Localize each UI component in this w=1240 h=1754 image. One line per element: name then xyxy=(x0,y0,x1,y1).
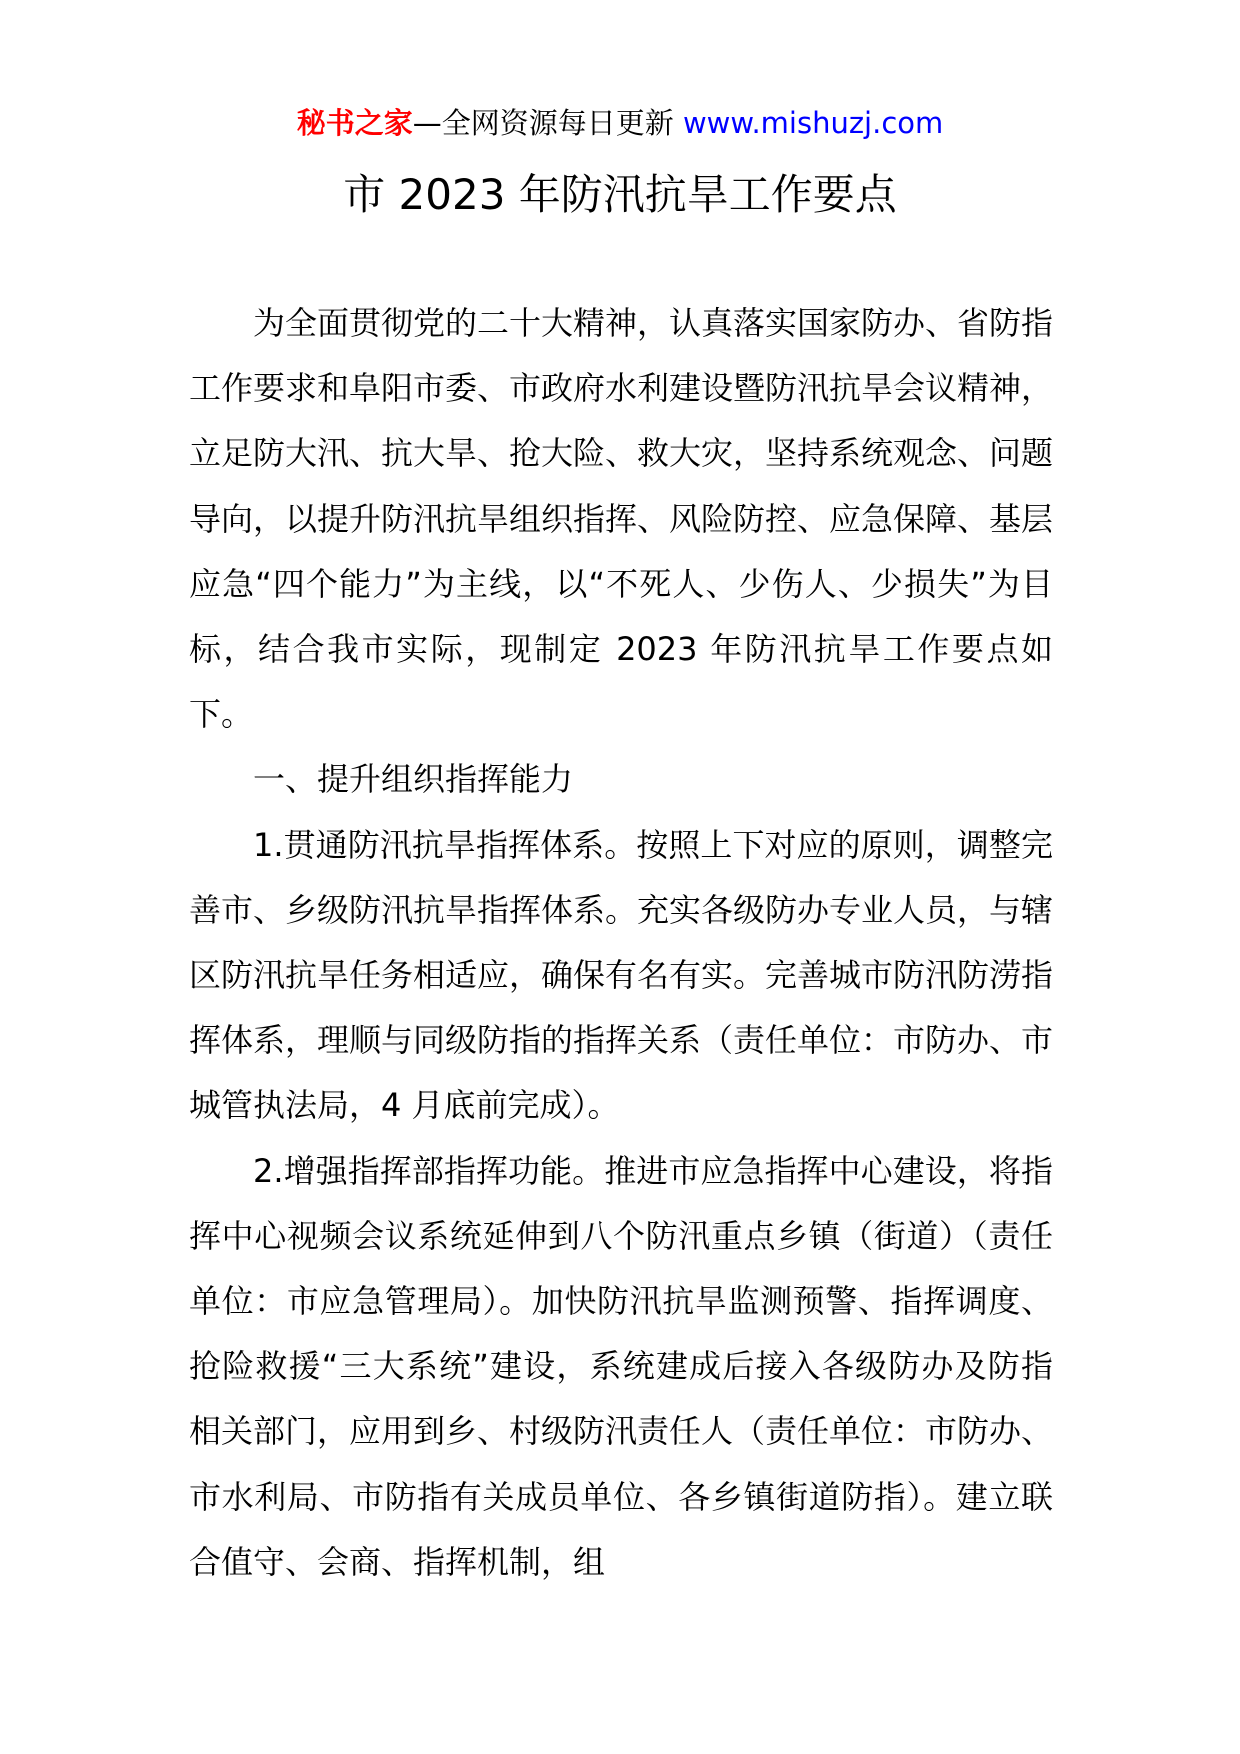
item-paragraph: 2.增强指挥部指挥功能。推进市应急指挥中心建设，将指挥中心视频会议系统延伸到八个防汛重点乡镇（街道）（责任单位：市应急管理局）。加快防汛抗旱监测预警、指挥调度、抢险救援“三大系统”建设，系统建成后接入各级防办及防指相关部门，应用到乡、村级防汛责任人（责任单位：市防办、市水利局、市防指有关成员单位、各乡镇街道防指）。建立联合值守、会商、指挥机制，组 xyxy=(189,1151,1054,1581)
intro-paragraph: 为全面贯彻党的二十大精神，认真落实国家防办、省防指工作要求和阜阳市委、市政府水利建设暨防汛抗旱会议精神，立足防大汛、抗大旱、抢大险、救大灾，坚持系统观念、问题导向，以提升防汛抗旱组织指挥、风险防控、应急保障、基层应急“四个能力”为主线，以“不死人、少伤人、少损失”为目标，结合我市实际，现制定 2023 年防汛抗旱工作要点如下。 xyxy=(189,304,1054,734)
item-paragraph: 1.贯通防汛抗旱指挥体系。按照上下对应的原则，调整完善市、乡级防汛抗旱指挥体系。充实各级防办专业人员，与辖区防汛抗旱任务相适应，确保有名有实。完善城市防汛防涝指挥体系，理顺与同级防指的指挥关系（责任单位：市防办、市城管执法局，4 月底前完成）。 xyxy=(189,825,1054,1125)
section-heading: 一、提升组织指挥能力 xyxy=(253,760,574,799)
document-title: 市 2023 年防汛抗旱工作要点 xyxy=(343,170,897,219)
banner-tagline: —全网资源每日更新 xyxy=(412,106,674,140)
site-banner xyxy=(0,103,1240,143)
site-url-link[interactable]: www.mishuzj.com xyxy=(682,106,944,140)
brand-name: 秘书之家 xyxy=(296,106,413,140)
document-body xyxy=(189,291,1053,1595)
